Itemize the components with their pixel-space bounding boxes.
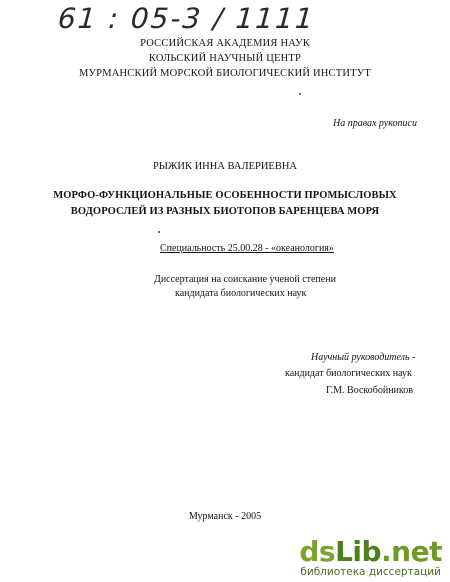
institute-name: МУРМАНСКИЙ МОРСКОЙ БИОЛОГИЧЕСКИЙ ИНСТИТУТ (78, 68, 372, 79)
research-center-name: КОЛЬСКИЙ НАУЧНЫЙ ЦЕНТР (148, 53, 302, 64)
academy-name: РОССИЙСКАЯ АКАДЕМИЯ НАУК (140, 38, 310, 49)
scan-speck (299, 93, 301, 95)
supervisor-role: Научный руководитель - (311, 352, 416, 363)
dslib-logo-net: .net (381, 535, 442, 568)
dslib-logo-ds: ds (299, 535, 336, 568)
thesis-title-line-2: ВОДОРОСЛЕЙ ИЗ РАЗНЫХ БИОТОПОВ БАРЕНЦЕВА МОРЯ (70, 206, 380, 217)
degree-line-1: Диссертация на соискание ученой степени (154, 274, 336, 285)
dslib-watermark (299, 535, 442, 578)
dslib-logo-lib: Lib (335, 535, 382, 568)
handwritten-archive-stamp: 61 : 05-3 / 1111 (56, 2, 317, 35)
degree-line-2: кандидата биологических наук (175, 288, 307, 299)
supervisor-name: Г.М. Воскобойников (326, 385, 413, 396)
dslib-logo (299, 535, 442, 568)
supervisor-degree: кандидат биологических наук (285, 368, 412, 379)
specialty-line: Специальность 25.00.28 - «океанология» (160, 243, 334, 254)
manuscript-rights-note: На правах рукописи (333, 118, 417, 129)
author-name: РЫЖИК ИННА ВАЛЕРИЕВНА (152, 161, 298, 172)
city-year: Мурманск - 2005 (188, 511, 262, 522)
scan-speck (158, 231, 160, 233)
thesis-title-line-1: МОРФО-ФУНКЦИОНАЛЬНЫЕ ОСОБЕННОСТИ ПРОМЫСЛОВЫХ (53, 190, 397, 201)
dslib-subtitle: библиотека диссертаций (300, 566, 441, 578)
